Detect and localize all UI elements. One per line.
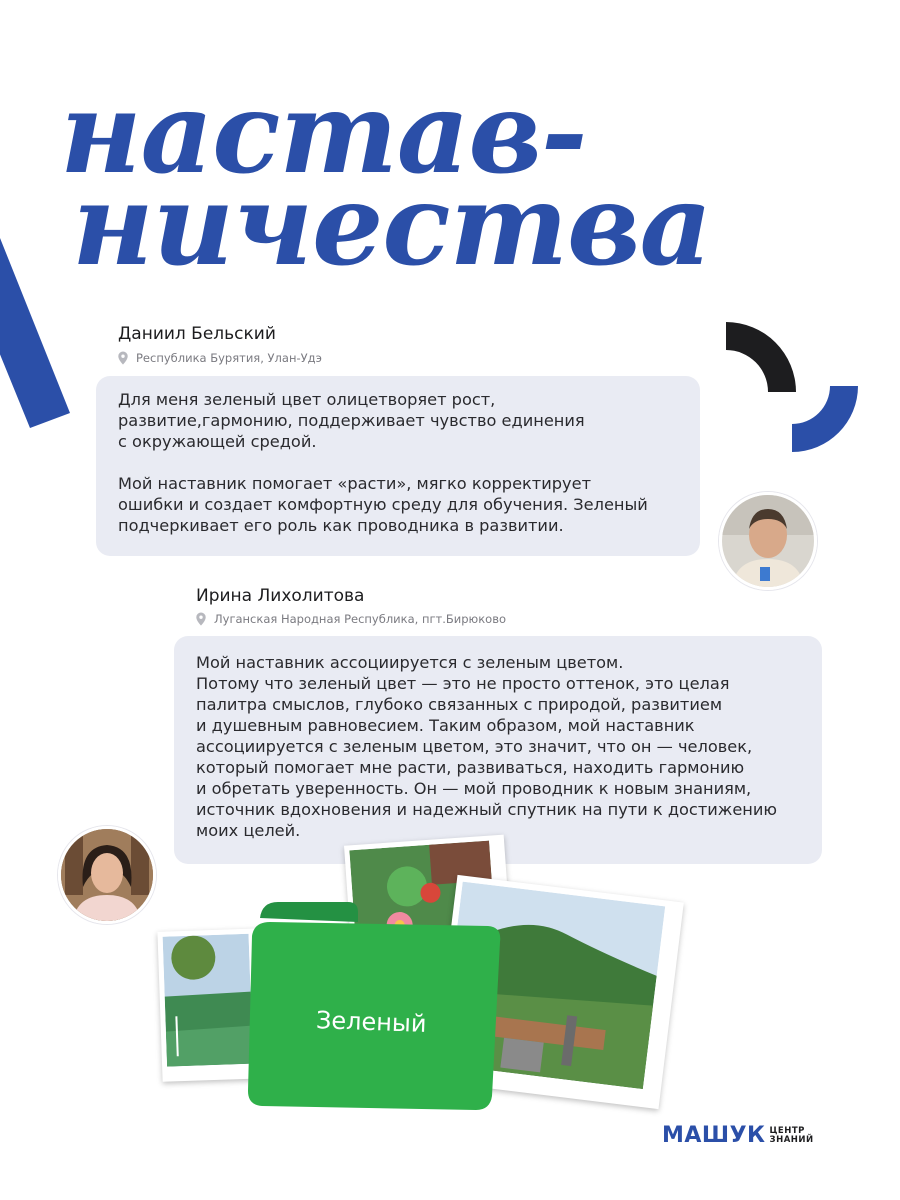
testimonial-bubble: [174, 636, 822, 864]
author-location-text: Луганская Народная Республика, пгт.Бирюково: [214, 612, 507, 626]
headline-line-1: настав-: [60, 68, 587, 199]
avatar-photo-man: [722, 495, 814, 587]
testimonial-bubble: [96, 376, 700, 556]
logo-main-text: МАШУК: [662, 1123, 766, 1148]
headline-line-2: ничества: [72, 160, 712, 291]
author-location-text: Республика Бурятия, Улан-Удэ: [136, 351, 322, 365]
folder-label: Зеленый: [315, 1006, 427, 1038]
testimonial-text: Для меня зеленый цвет олицетворяет рост, развитие,гармонию, поддерживает чувство единения с окружающей средой. Мой наставник помогает «расти», мягко корректирует ошибки и создает комфортную среду для обучения. Зеленый подчеркивает его роль как проводника в развитии.: [118, 390, 648, 535]
author-location: [116, 351, 322, 365]
avatar: [58, 826, 156, 924]
logo-sub-text: [770, 1127, 814, 1145]
decorative-letter-fragment: [0, 238, 70, 428]
decorative-arc-black: [726, 322, 796, 392]
author-location: [194, 612, 506, 626]
decorative-arc-blue: [792, 386, 858, 452]
logo-sub-line-2: ЗНАНИЙ: [769, 1134, 814, 1145]
avatar-photo-woman: [61, 829, 153, 921]
location-pin-icon: [194, 612, 208, 626]
logo-sub-line-1: ЦЕНТР: [769, 1125, 805, 1136]
author-name: Даниил Бельский: [118, 324, 276, 344]
author-name: Ирина Лихолитова: [196, 586, 365, 606]
location-pin-icon: [116, 351, 130, 365]
logo: [662, 1123, 814, 1148]
avatar: [719, 492, 817, 590]
testimonial-text: Мой наставник ассоциируется с зеленым цветом. Потому что зеленый цвет — это не просто оттенок, это целая палитра смыслов, глубоко связанных с природой, развитием и душевным равновесием. Таким образом, мой наставник ассоциируется с зеленым цветом, это значит, что он — человек, который помогает мне расти, развиваться, находить гармонию и обретать уверенность. Он — мой проводник к новым знаниям, источник вдохновения и надежный спутник на пути к достижению моих целей.: [196, 653, 778, 840]
